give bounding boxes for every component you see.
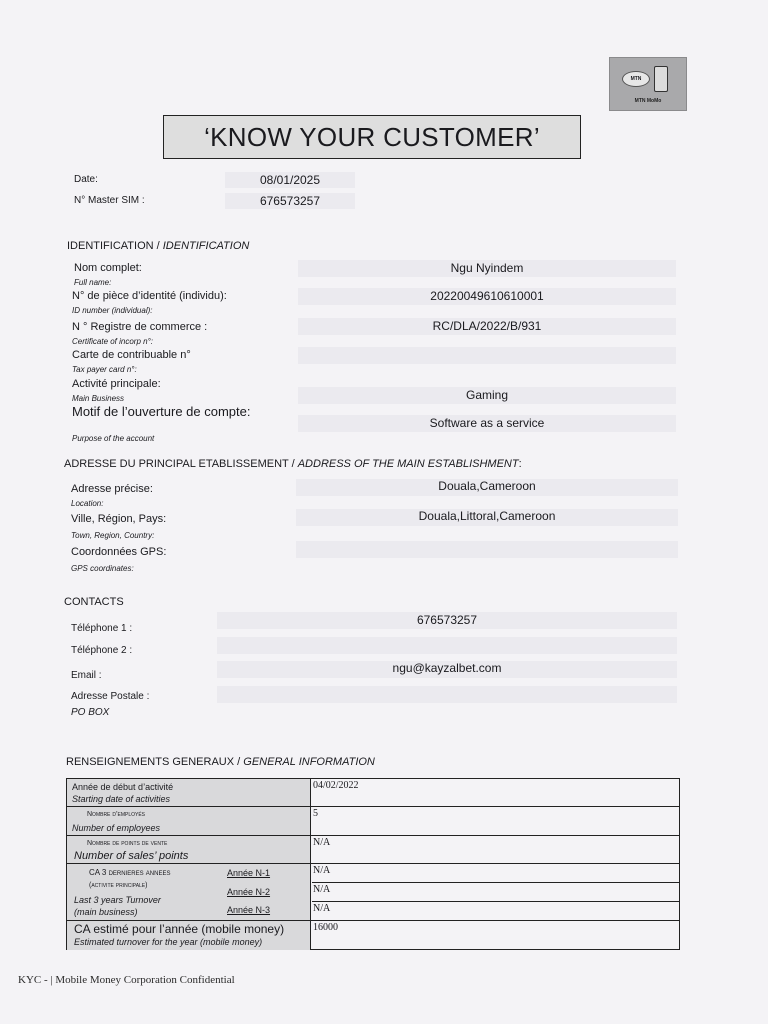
- email-label: Email :: [71, 670, 102, 681]
- year-n3-label: Année N-3: [227, 905, 271, 915]
- sales-points-label: Nombre de points de vente: [87, 840, 168, 847]
- year-n1-value[interactable]: N/A: [313, 865, 331, 876]
- master-sim-value: 676573257: [259, 194, 321, 208]
- gps-label: Coordonnées GPS:: [71, 546, 167, 558]
- logo-caption: MTN MoMo: [634, 98, 662, 104]
- table-row: [67, 921, 679, 950]
- divider: [312, 901, 679, 902]
- trade-register-value: RC/DLA/2022/B/931: [432, 319, 542, 333]
- mtn-momo-logo: [609, 57, 687, 111]
- phone-icon: [654, 66, 668, 92]
- taxpayer-card-field[interactable]: [298, 347, 676, 364]
- full-name-sub: Full name:: [74, 278, 112, 287]
- taxpayer-card-label: Carte de contribuable n°: [72, 349, 191, 361]
- id-number-value: 20220049610610001: [430, 289, 544, 303]
- email-value: ngu@kayzalbet.com: [392, 661, 502, 675]
- town-region-country-label: Ville, Région, Pays:: [71, 513, 167, 525]
- divider: [312, 882, 679, 883]
- main-business-label: Activité principale:: [72, 378, 161, 390]
- year-n1-label: Année N-1: [227, 868, 271, 878]
- location-value: Douala,Cameroon: [438, 479, 536, 493]
- location-label: Adresse précise:: [71, 483, 153, 495]
- contacts-heading: CONTACTS: [64, 596, 124, 608]
- phone2-field[interactable]: [217, 637, 677, 654]
- location-sub: Location:: [71, 499, 104, 508]
- po-box-label: PO BOX: [71, 707, 110, 718]
- date-value: 08/01/2025: [259, 173, 321, 187]
- gps-field[interactable]: [296, 541, 678, 558]
- table-row: [67, 836, 679, 864]
- footer-text: KYC - | Mobile Money Corporation Confidential: [18, 974, 235, 986]
- employees-value[interactable]: 5: [313, 808, 318, 819]
- postal-address-label: Adresse Postale :: [71, 691, 150, 702]
- sales-points-sub: Number of sales’ points: [74, 850, 189, 862]
- account-purpose-value: Software as a service: [429, 416, 545, 430]
- address-heading: ADRESSE DU PRINCIPAL ETABLISSEMENT / ADDRESS OF THE MAIN ESTABLISHMENT:: [64, 458, 522, 470]
- start-date-value[interactable]: 04/02/2022: [313, 780, 359, 791]
- trade-register-sub: Certificate of incorp n°:: [72, 337, 154, 346]
- table-row: [67, 807, 679, 836]
- full-name-label: Nom complet:: [74, 262, 142, 274]
- general-info-table: [66, 778, 680, 950]
- employees-label: Nombre d’employés: [87, 811, 146, 818]
- account-purpose-label: Motif de l’ouverture de compte:: [72, 404, 251, 419]
- estimated-turnover-label: CA estimé pour l’année (mobile money): [74, 922, 285, 936]
- estimated-turnover-sub: Estimated turnover for the year (mobile money): [74, 937, 263, 947]
- table-row: [67, 864, 679, 921]
- year-n2-label: Année N-2: [227, 887, 271, 897]
- turnover-sub-2: (main business): [74, 907, 138, 917]
- employees-sub: Number of employees: [72, 823, 161, 833]
- year-n2-value[interactable]: N/A: [313, 884, 331, 895]
- turnover-label: CA 3 dernieres annees: [89, 868, 171, 877]
- start-date-label: Année de début d’activité: [72, 782, 174, 792]
- account-purpose-sub: Purpose of the account: [72, 434, 155, 443]
- general-info-heading: RENSEIGNEMENTS GENERAUX / GENERAL INFORMATION: [66, 756, 375, 768]
- phone1-value: 676573257: [416, 613, 478, 627]
- postal-address-field[interactable]: [217, 686, 677, 703]
- id-number-sub: ID number (individual):: [72, 306, 153, 315]
- page-title: ‘KNOW YOUR CUSTOMER’: [163, 115, 581, 159]
- full-name-value: Ngu Nyindem: [450, 261, 524, 275]
- mtn-logo-icon: MTN: [622, 71, 650, 87]
- year-n3-value[interactable]: N/A: [313, 903, 331, 914]
- master-sim-label: N° Master SIM :: [74, 195, 145, 206]
- phone2-label: Téléphone 2 :: [71, 645, 133, 656]
- sales-points-value[interactable]: N/A: [313, 837, 331, 848]
- main-business-value: Gaming: [465, 388, 509, 402]
- turnover-label-2: (activite principale): [89, 882, 148, 889]
- main-business-sub: Main Business: [72, 394, 125, 403]
- start-date-sub: Starting date of activities: [72, 794, 171, 804]
- turnover-sub: Last 3 years Turnover: [74, 895, 161, 905]
- phone1-label: Téléphone 1 :: [71, 623, 133, 634]
- gps-sub: GPS coordinates:: [71, 564, 134, 573]
- estimated-turnover-value[interactable]: 16000: [313, 922, 338, 933]
- taxpayer-card-sub: Tax payer card n°:: [72, 365, 137, 374]
- date-label: Date:: [74, 174, 98, 185]
- trade-register-label: N ° Registre de commerce :: [72, 321, 208, 333]
- town-region-country-sub: Town, Region, Country:: [71, 531, 155, 540]
- town-region-country-value: Douala,Littoral,Cameroon: [418, 509, 556, 523]
- identification-heading: IDENTIFICATION / IDENTIFICATION: [67, 240, 250, 252]
- table-row: [67, 779, 679, 807]
- id-number-label: N° de pièce d’identité (individu):: [72, 290, 227, 302]
